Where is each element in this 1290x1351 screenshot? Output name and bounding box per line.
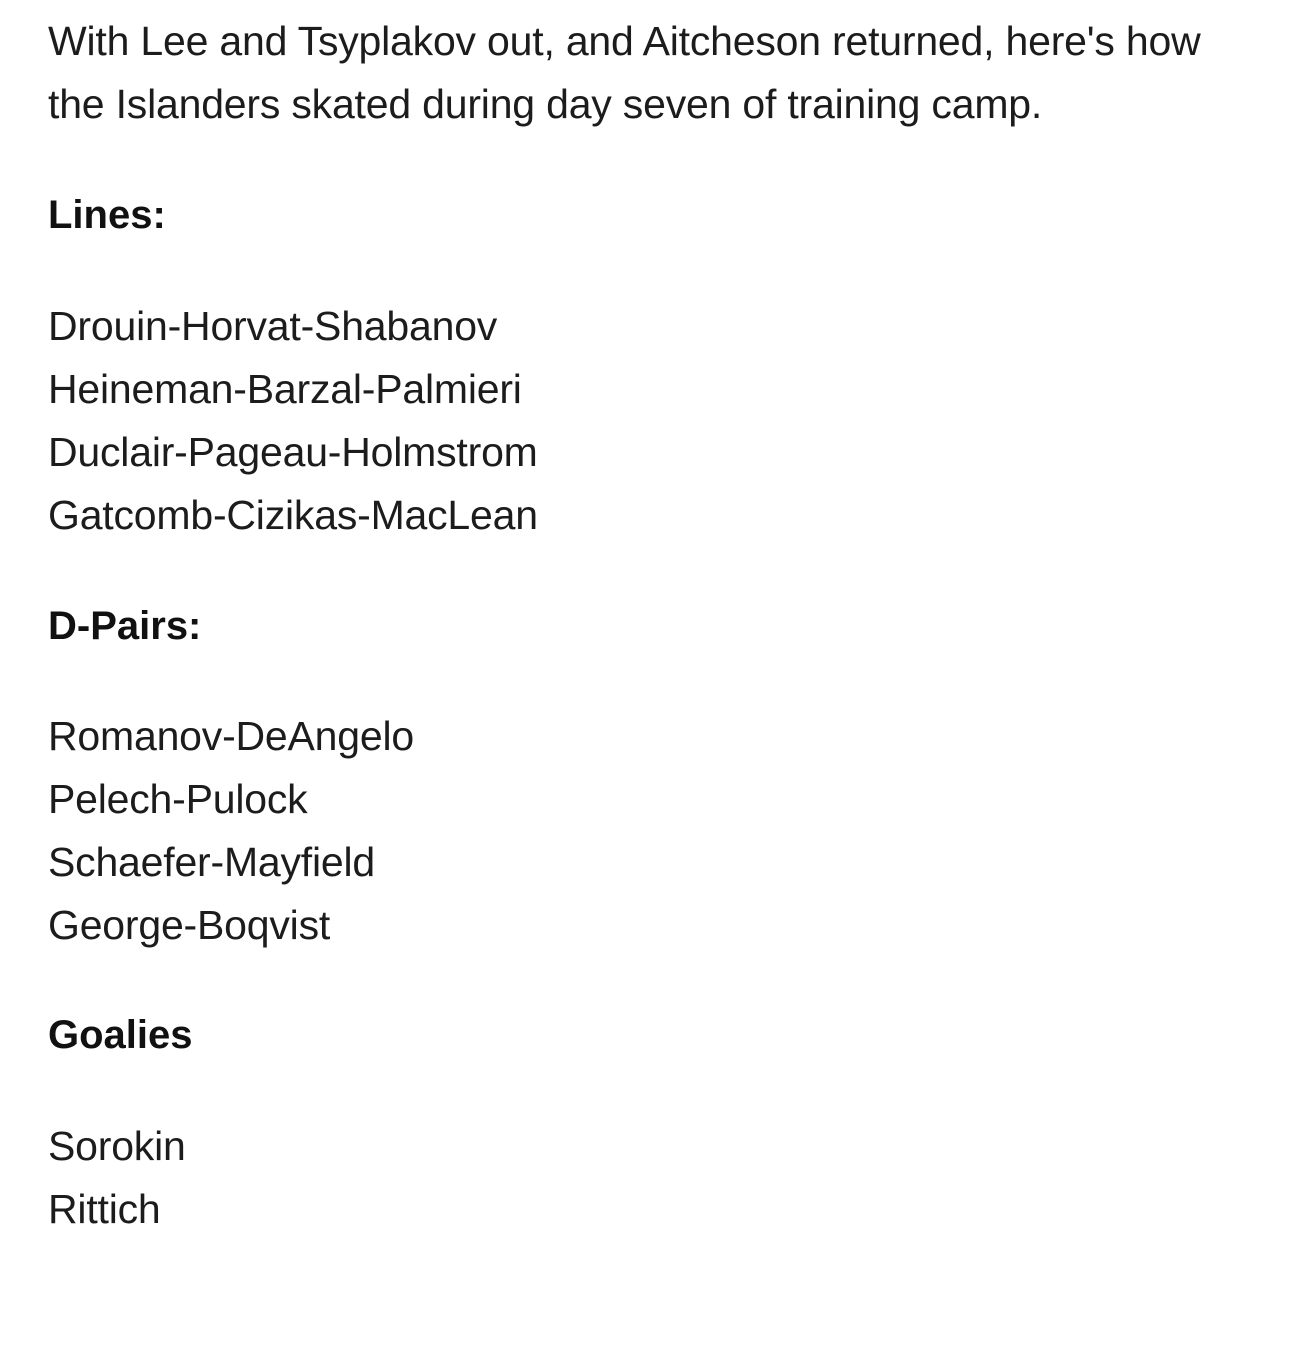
list-item: Rittich [48,1186,161,1232]
list-item: Sorokin [48,1123,186,1169]
list-item: Gatcomb-Cizikas-MacLean [48,492,538,538]
article-body [48,0,1248,1241]
list-item: Heineman-Barzal-Palmieri [48,366,522,412]
goalies-heading: Goalies [48,1013,193,1057]
lines-list [48,295,1248,547]
list-item: Duclair-Pageau-Holmstrom [48,429,538,475]
dpairs-heading: D-Pairs: [48,604,202,648]
list-item: Romanov-DeAngelo [48,713,415,759]
dpairs-list [48,705,1248,957]
list-item: Schaefer-Mayfield [48,839,376,885]
lines-heading: Lines: [48,193,166,237]
intro-paragraph: With Lee and Tsyplakov out, and Aitcheson returned, here's how the Islanders skated during day seven of training camp. [48,18,1201,127]
list-item: George-Boqvist [48,902,331,948]
list-item: Drouin-Horvat-Shabanov [48,303,498,349]
list-item: Pelech-Pulock [48,776,308,822]
goalies-list [48,1115,1248,1241]
